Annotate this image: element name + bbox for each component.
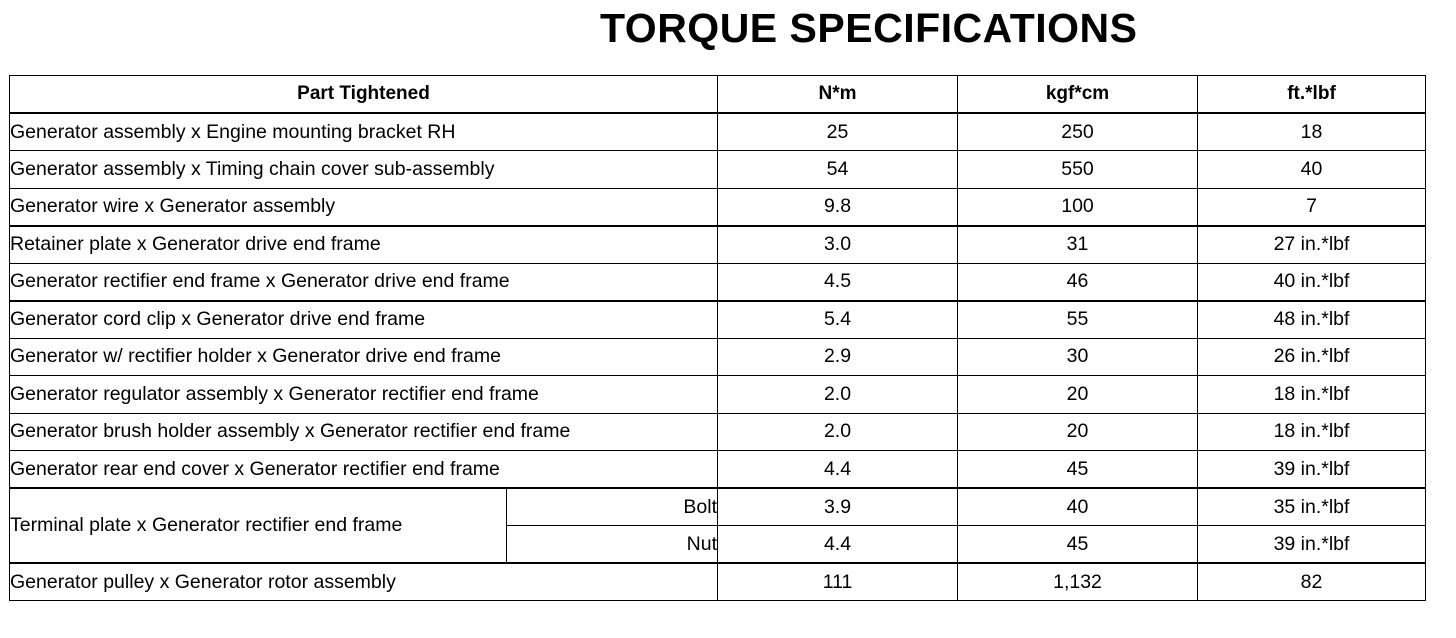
header-ftlbf: ft.*lbf: [1198, 76, 1426, 114]
ftlbf-cell: 27 in.*lbf: [1198, 226, 1426, 264]
nm-cell: 4.4: [718, 526, 958, 564]
nm-cell: 2.9: [718, 338, 958, 376]
kgf-cell: 20: [958, 413, 1198, 451]
kgf-cell: 20: [958, 376, 1198, 414]
part-cell: Generator rectifier end frame x Generator drive end frame: [10, 263, 718, 301]
part-cell: Generator regulator assembly x Generator rectifier end frame: [10, 376, 718, 414]
table-row: [10, 113, 1426, 151]
ftlbf-cell: 18: [1198, 113, 1426, 151]
part-cell: Retainer plate x Generator drive end frame: [10, 226, 718, 264]
part-cell: Generator brush holder assembly x Generator rectifier end frame: [10, 413, 718, 451]
nm-cell: 54: [718, 151, 958, 189]
ftlbf-cell: 39 in.*lbf: [1198, 451, 1426, 489]
nm-cell: 4.4: [718, 451, 958, 489]
part-cell: Generator wire x Generator assembly: [10, 188, 718, 226]
part-cell: Generator cord clip x Generator drive end frame: [10, 301, 718, 339]
fastener-label: Nut: [507, 526, 718, 564]
nm-cell: 4.5: [718, 263, 958, 301]
table-row: [10, 226, 1426, 264]
part-cell: Generator pulley x Generator rotor assembly: [10, 563, 718, 601]
table-row: [10, 338, 1426, 376]
part-cell: Generator rear end cover x Generator rectifier end frame: [10, 451, 718, 489]
kgf-cell: 1,132: [958, 563, 1198, 601]
page-title: TORQUE SPECIFICATIONS: [600, 5, 1138, 51]
ftlbf-cell: 48 in.*lbf: [1198, 301, 1426, 339]
kgf-cell: 46: [958, 263, 1198, 301]
part-cell: Generator assembly x Engine mounting bracket RH: [10, 113, 718, 151]
nm-cell: 25: [718, 113, 958, 151]
ftlbf-cell: 40: [1198, 151, 1426, 189]
table-row: [10, 151, 1426, 189]
ftlbf-cell: 18 in.*lbf: [1198, 413, 1426, 451]
table-row: [10, 188, 1426, 226]
ftlbf-cell: 7: [1198, 188, 1426, 226]
torque-table: [9, 75, 1426, 601]
table-row: [10, 376, 1426, 414]
header-kgf: kgf*cm: [958, 76, 1198, 114]
table-header-row: [10, 76, 1426, 114]
table-row: [10, 488, 1426, 526]
table-row: [10, 563, 1426, 601]
ftlbf-cell: 26 in.*lbf: [1198, 338, 1426, 376]
ftlbf-cell: 35 in.*lbf: [1198, 488, 1426, 526]
table-row: [10, 301, 1426, 339]
kgf-cell: 40: [958, 488, 1198, 526]
kgf-cell: 31: [958, 226, 1198, 264]
nm-cell: 5.4: [718, 301, 958, 339]
kgf-cell: 30: [958, 338, 1198, 376]
table-row: [10, 263, 1426, 301]
fastener-label: Bolt: [507, 488, 718, 526]
header-part: Part Tightened: [10, 76, 718, 114]
nm-cell: 2.0: [718, 376, 958, 414]
part-cell: Generator w/ rectifier holder x Generator drive end frame: [10, 338, 718, 376]
nm-cell: 3.0: [718, 226, 958, 264]
ftlbf-cell: 18 in.*lbf: [1198, 376, 1426, 414]
kgf-cell: 550: [958, 151, 1198, 189]
ftlbf-cell: 82: [1198, 563, 1426, 601]
kgf-cell: 45: [958, 451, 1198, 489]
ftlbf-cell: 39 in.*lbf: [1198, 526, 1426, 564]
table-row: [10, 451, 1426, 489]
header-nm: N*m: [718, 76, 958, 114]
kgf-cell: 250: [958, 113, 1198, 151]
kgf-cell: 45: [958, 526, 1198, 564]
part-cell: Generator assembly x Timing chain cover sub-assembly: [10, 151, 718, 189]
nm-cell: 9.8: [718, 188, 958, 226]
nm-cell: 2.0: [718, 413, 958, 451]
part-cell: Terminal plate x Generator rectifier end frame: [10, 488, 507, 563]
nm-cell: 111: [718, 563, 958, 601]
ftlbf-cell: 40 in.*lbf: [1198, 263, 1426, 301]
table-row: [10, 413, 1426, 451]
nm-cell: 3.9: [718, 488, 958, 526]
kgf-cell: 100: [958, 188, 1198, 226]
kgf-cell: 55: [958, 301, 1198, 339]
